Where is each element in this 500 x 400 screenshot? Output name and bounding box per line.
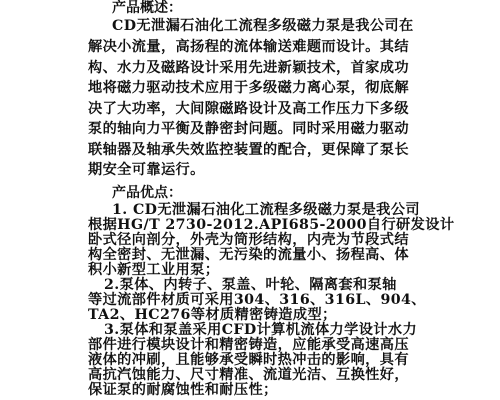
overview-line-8: 期安全可靠运行。 — [88, 162, 205, 178]
advantages-line-2: 根据HG/T 2730-2012.API685-2000自行研发设计 — [88, 217, 455, 233]
advantages-line-9: 3.泵体和泵盖采用CFD计算机流体力学设计水力 — [104, 322, 418, 338]
advantages-line-6: 2.泵体、内转子、泵盖、叶轮、隔离套和泵轴 — [104, 277, 397, 293]
overview-line-1: CD无泄漏石油化工流程多级磁力泵是我公司在 — [112, 18, 414, 34]
overview-line-6: 泵的轴向力平衡及静密封问题。同时采用磁力驱动 — [88, 121, 409, 137]
advantages-line-7: 等过流部件材质可采用304、316、316L、904、 — [88, 292, 426, 308]
advantages-line-13: 保证泵的耐腐蚀性和耐压性； — [88, 382, 278, 398]
overview-line-7: 联轴器及轴承失效监控装置的配合，更保障了泵长 — [88, 142, 409, 158]
advantages-line-8: TA2、HC276等材质精密铸造成型； — [88, 307, 337, 323]
overview-line-5: 决了大功率，大间隙磁路设计及高工作压力下多级 — [88, 101, 409, 117]
advantages-line-10: 部件进行模块设计和精密铸造，应能承受高速高压 — [88, 337, 409, 353]
advantages-line-1: 1. CD无泄漏石油化工流程多级磁力泵是我公司 — [112, 202, 420, 218]
advantages-line-3: 卧式径向剖分，外壳为筒形结构，内壳为节段式结 — [88, 232, 409, 248]
overview-line-2: 解决小流量，高扬程的流体输送难题而设计。其结 — [88, 39, 409, 55]
advantages-line-5: 积小新型工业用泵； — [88, 262, 220, 278]
overview-line-4: 地将磁力驱动技术应用于多级磁力离心泵，彻底解 — [88, 80, 409, 96]
advantages-line-12: 高抗汽蚀能力、尺寸精准、流道光洁、互换性好， — [88, 367, 409, 383]
overview-heading: 产品概述： — [112, 0, 182, 16]
advantages-line-11: 液体的冲刷，且能够承受瞬时热冲击的影响，具有 — [88, 352, 409, 368]
overview-line-3: 构、水力及磁路设计采用先进新颖技术，首家成功 — [88, 60, 409, 76]
advantages-line-4: 构全密封、无泄漏、无污染的流量小、扬程高、体 — [88, 247, 409, 263]
advantages-heading: 产品优点： — [112, 185, 182, 201]
